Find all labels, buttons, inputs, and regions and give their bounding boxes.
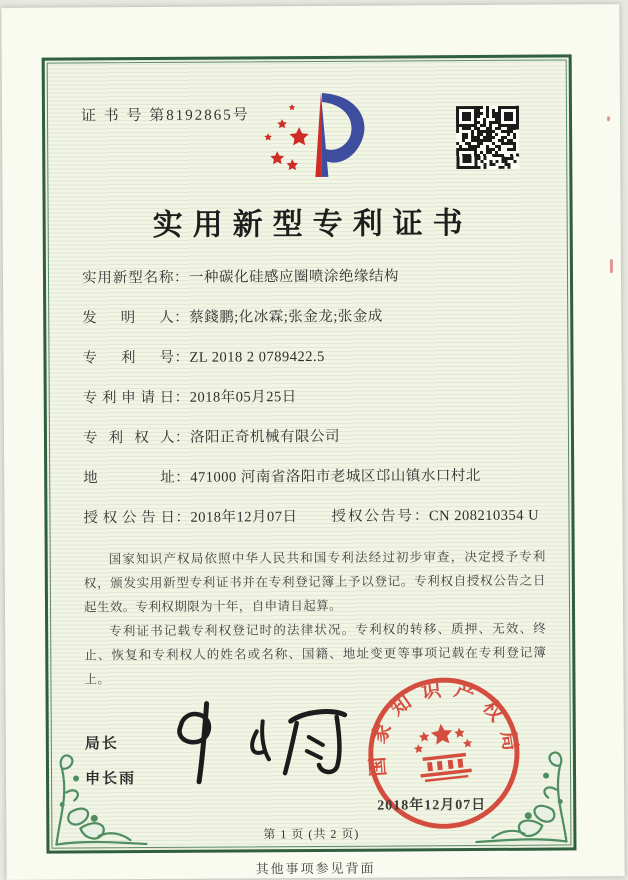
field-label: 地址 [83, 469, 176, 487]
field-value: 洛阳正奇机械有限公司 [189, 428, 341, 446]
field-row-patent-no: 专利号 ： ZL 2018 2 0789422.5 [82, 345, 544, 371]
scan-artifact [610, 259, 613, 273]
field-label: 授权公告日 [83, 509, 176, 527]
signer-title: 局长 [84, 735, 119, 753]
field-value: 471000 河南省洛阳市老城区邙山镇水口村北 [190, 467, 481, 486]
certificate-title: 实用新型专利证书 [152, 207, 473, 242]
field-value: 蔡錢鹏;化冰霖;张金龙;张金成 [189, 308, 383, 326]
field-value: 一种碳化硅感应圈喷涂绝缘结构 [188, 268, 400, 286]
certificate-number: 证 书 号 第8192865号 [80, 107, 250, 125]
legal-paragraph-1: 国家知识产权局依照中华人民共和国专利法经过初步审查，决定授予专利权，颁发实用新型专利证书并在专利登记簿上予以登记。专利权自授权公告之日起生效。专利权期限为十年，自申请日起算。 [83, 549, 546, 615]
field-list [82, 265, 547, 692]
page-number: 第 1 页 (共 2 页) [263, 826, 360, 842]
field-value: 2018年12月07日 [190, 509, 298, 526]
scan-artifact [607, 116, 610, 121]
field-row-filing-date: 专利申请日 ： 2018年05月25日 [83, 385, 545, 411]
grant-no-label: 授权公告号 [331, 508, 415, 525]
signer-name: 申长雨 [85, 770, 137, 788]
grant-no-value: CN 208210354 U [428, 507, 540, 525]
seal-date: 2018年12月07日 [377, 797, 487, 814]
seal-ring-text: 国家知识产权局 [366, 677, 523, 778]
field-label: 专利申请日 [82, 389, 175, 407]
field-label: 专利号 [82, 349, 175, 367]
signer-block [85, 732, 136, 788]
cnipa-patent-logo-icon [255, 89, 386, 188]
field-row-patentee: 专利权人 ： 洛阳正奇机械有限公司 [83, 425, 545, 451]
field-row-grant: 授权公告日 ： 2018年12月07日 授权公告号 ： CN 208210354 U [83, 505, 545, 531]
field-value: 2018年05月25日 [189, 389, 297, 406]
field-value: ZL 2018 2 0789422.5 [189, 348, 325, 366]
certificate-frame [42, 54, 577, 853]
field-label: 实用新型名称 [81, 269, 175, 287]
field-row-name: 实用新型名称 ： 一种碳化硅感应圈喷涂绝缘结构 [82, 265, 544, 291]
qr-code-icon [456, 106, 519, 169]
back-note: 其他事项参见背面 [255, 860, 376, 877]
field-row-address: 地址 ： 471000 河南省洛阳市老城区邙山镇水口村北 [83, 465, 545, 491]
field-row-inventors: 发明人 ： 蔡錢鹏;化冰霖;张金龙;张金成 [82, 305, 544, 331]
legal-paragraph-2: 专利证书记载专利权登记时的法律状况。专利权的转移、质押、无效、终止、恢复和专利权人的姓名或名称、国籍、地址变更等事项记载在专利登记簿上。 [84, 621, 547, 687]
national-emblem-icon [411, 721, 476, 783]
field-label: 专利权人 [82, 429, 176, 447]
commissioner-signature-icon [161, 697, 377, 798]
field-label: 发明人 [82, 309, 175, 327]
certificate-paper [1, 4, 624, 880]
